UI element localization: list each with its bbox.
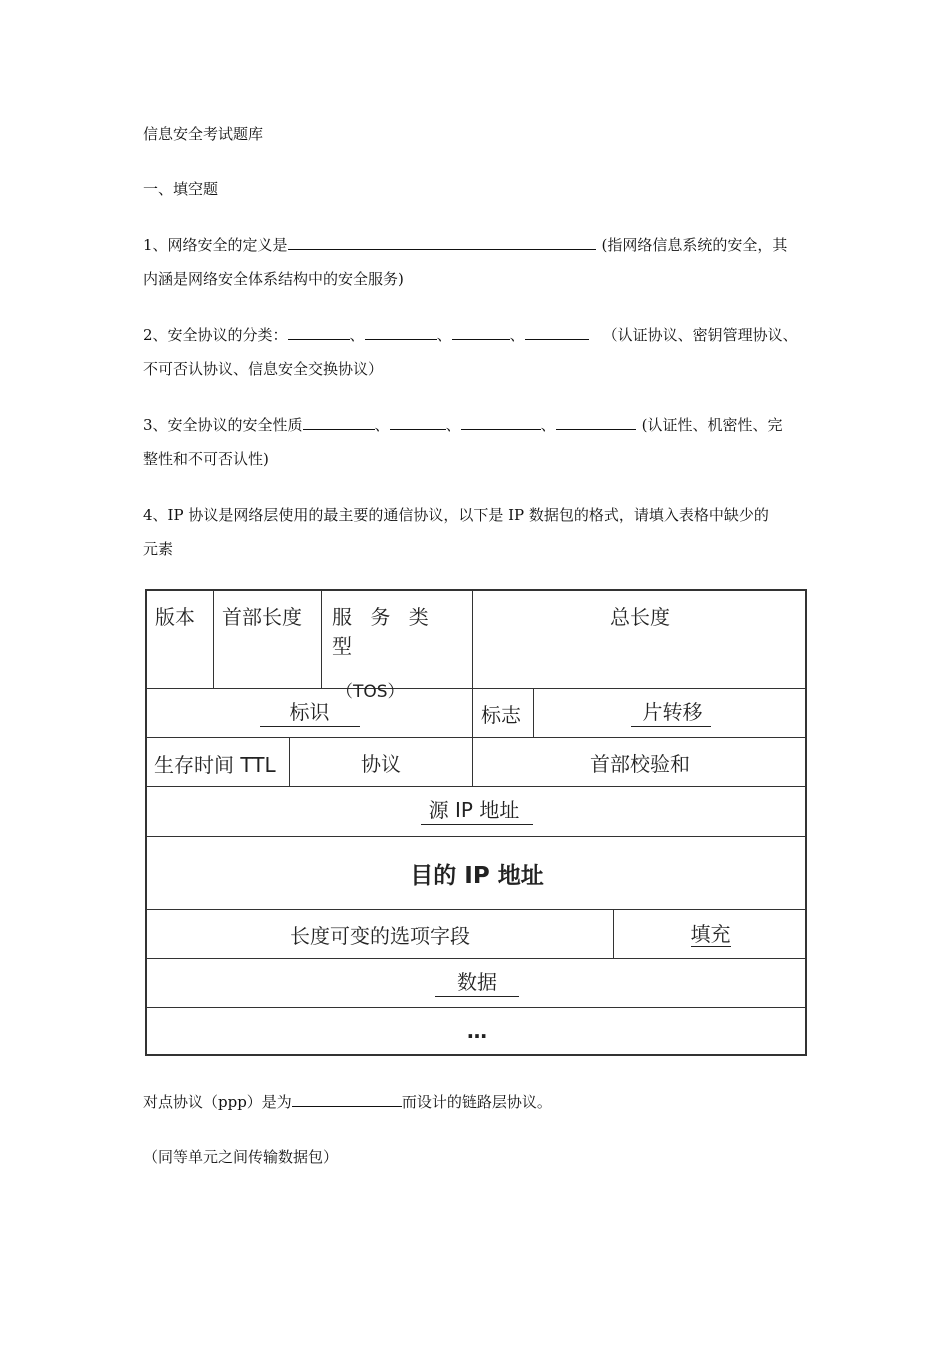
answer-blank[interactable]: [288, 323, 350, 340]
cell-service-type: [322, 591, 473, 702]
section-heading: 一、填空题: [143, 180, 219, 198]
question-2-text: 2、安全协议的分类：: [143, 326, 288, 344]
cell-header-checksum: [473, 738, 807, 787]
question-4-line-2: 元素: [143, 540, 174, 558]
cell-identification: [147, 689, 473, 738]
cell-total-length: [473, 591, 807, 689]
cell-header-length: [214, 591, 322, 689]
ppp-text: 对点协议（ppp）是为: [143, 1093, 292, 1111]
question-3-hint: (认证性、机密性、完: [641, 416, 783, 434]
answer-blank[interactable]: [390, 413, 446, 430]
question-1-line-2: 内涵是网络安全体系结构中的安全服务): [143, 270, 404, 288]
question-2-hint: （认证协议、密钥管理协议、: [602, 326, 798, 344]
question-2-line-1: [143, 318, 813, 352]
question-1-hint: (指网络信息系统的安全，其: [601, 236, 788, 254]
ppp-question: [143, 1085, 813, 1119]
header-checksum-label: 首部校验和: [590, 751, 690, 776]
options-label: 长度可变的选项字段: [290, 923, 470, 948]
flags-label: 标志: [481, 703, 521, 727]
protocol-label: 协议: [361, 751, 401, 776]
cell-dest-ip: [147, 837, 807, 910]
ellipsis-label: …: [467, 1019, 487, 1043]
data-label: 数据: [435, 970, 519, 997]
separator: 、: [349, 326, 365, 344]
cell-flags: [473, 689, 534, 738]
answer-blank[interactable]: [292, 1090, 402, 1107]
padding-label: 填充: [690, 921, 731, 946]
answer-blank[interactable]: [461, 413, 541, 430]
question-3-text: 3、安全协议的安全性质: [143, 416, 303, 434]
cell-options: [147, 910, 614, 959]
question-3-line-1: [143, 408, 813, 442]
version-label: 版本: [155, 605, 195, 629]
question-3-line-2: 整性和不可否认性): [143, 450, 269, 468]
ppp-answer: （同等单元之间传输数据包）: [143, 1148, 339, 1166]
source-ip-label: 源 IP 地址: [421, 798, 534, 825]
answer-blank[interactable]: [303, 413, 375, 430]
tos-label: （TOS）: [336, 682, 405, 702]
question-1-line-1: [143, 228, 813, 262]
cell-ttl: [147, 738, 290, 787]
answer-blank[interactable]: [525, 323, 589, 340]
separator: 、: [540, 416, 556, 434]
cell-fragment-offset: [534, 689, 807, 738]
question-1-text: 1、网络安全的定义是: [143, 236, 288, 254]
answer-blank[interactable]: [288, 233, 596, 250]
ip-datagram-table: [145, 589, 807, 1056]
question-2-line-2: 不可否认协议、信息安全交换协议）: [143, 360, 384, 378]
answer-blank[interactable]: [365, 323, 437, 340]
fragment-offset-label: 片转移: [631, 700, 711, 727]
separator: 、: [374, 416, 390, 434]
separator: 、: [445, 416, 461, 434]
document-title: 信息安全考试题库: [143, 125, 264, 143]
cell-ellipsis: [147, 1008, 807, 1054]
ttl-label: 生存时间 TTL: [154, 753, 276, 777]
ppp-text-end: 而设计的链路层协议。: [401, 1093, 552, 1111]
cell-version: [147, 591, 214, 689]
header-length-label: 首部长度: [222, 605, 302, 629]
separator: 、: [509, 326, 525, 344]
question-4-line-1: 4、IP 协议是网络层使用的最主要的通信协议，以下是 IP 数据包的格式，请填入表格中缺少的: [143, 506, 769, 524]
cell-data: [147, 959, 807, 1008]
answer-blank[interactable]: [452, 323, 510, 340]
dest-ip-label: 目的 IP 地址: [410, 862, 544, 889]
cell-padding: [614, 910, 807, 959]
answer-blank[interactable]: [556, 413, 636, 430]
identification-label: 标识: [260, 700, 360, 727]
cell-protocol: [290, 738, 473, 787]
total-length-label: 总长度: [610, 605, 670, 629]
service-type-label: 服 务 类 型: [332, 605, 435, 658]
cell-source-ip: [147, 787, 807, 837]
separator: 、: [436, 326, 452, 344]
